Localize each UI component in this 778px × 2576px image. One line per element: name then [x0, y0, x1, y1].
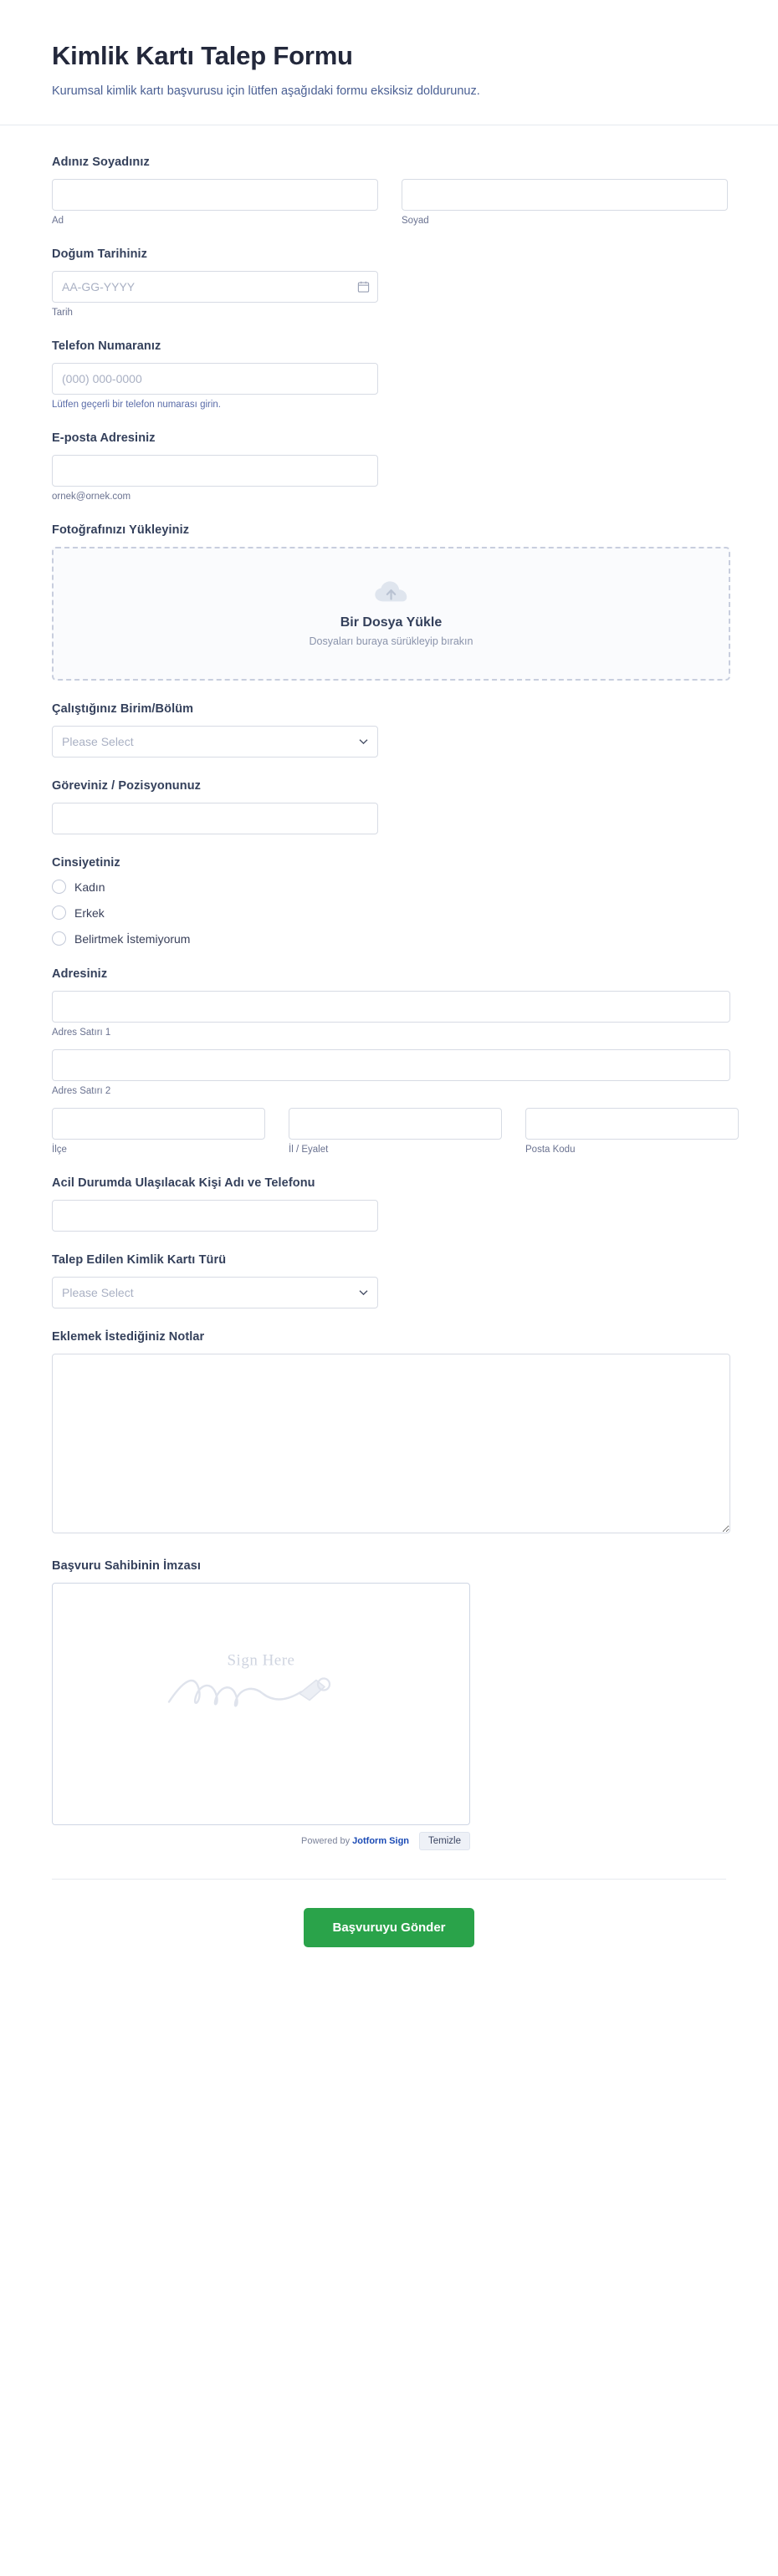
emergency-contact-input[interactable]	[52, 1200, 378, 1232]
card-type-label: Talep Edilen Kimlik Kartı Türü	[52, 1253, 227, 1268]
address-city-sublabel: İlçe	[52, 1145, 67, 1155]
fullname-row	[52, 179, 726, 226]
first-name-input[interactable]	[52, 179, 378, 211]
fullname-label: Adınız Soyadınız	[52, 156, 150, 170]
gender-option-label: Belirtmek İstemiyorum	[74, 931, 191, 946]
gender-option-male[interactable]	[52, 905, 726, 920]
radio-icon	[52, 931, 66, 946]
address-city-state-zip-row	[52, 1108, 726, 1155]
signature-label: Başvuru Sahibinin İmzası	[52, 1559, 202, 1574]
address-line1-sublabel: Adres Satırı 1	[52, 1028, 111, 1038]
gender-label: Cinsiyetiniz	[52, 856, 120, 870]
signature-scribble-icon	[152, 1665, 370, 1724]
field-card-type	[52, 1253, 726, 1308]
address-state-sublabel: İl / Eyalet	[289, 1145, 329, 1155]
address-line2-col	[52, 1049, 726, 1096]
signature-placeholder	[53, 1652, 469, 1728]
form-header	[0, 0, 778, 125]
field-gender	[52, 856, 726, 946]
address-zip-sublabel: Posta Kodu	[525, 1145, 576, 1155]
address-zip-col	[525, 1108, 739, 1155]
powered-by-brand: Jotform Sign	[352, 1836, 410, 1847]
page-title: Kimlik Kartı Talep Formu	[52, 41, 353, 70]
card-type-select-wrap	[52, 1277, 378, 1308]
field-phone	[52, 339, 726, 410]
address-city-input[interactable]	[52, 1108, 265, 1140]
form-body	[0, 125, 778, 1947]
radio-icon	[52, 905, 66, 920]
notes-label: Eklemek İstediğiniz Notlar	[52, 1330, 205, 1344]
signature-hint-text: Sign Here	[227, 1651, 295, 1670]
birthdate-input[interactable]	[52, 271, 378, 303]
field-emergency-contact	[52, 1176, 726, 1232]
position-input[interactable]	[52, 803, 378, 834]
address-line1-input[interactable]	[52, 991, 730, 1023]
radio-icon	[52, 880, 66, 894]
powered-by-prefix: Powered by	[301, 1836, 351, 1847]
department-select[interactable]	[52, 726, 378, 757]
last-name-input[interactable]	[402, 179, 728, 211]
form-footer	[52, 1879, 726, 1947]
last-name-sublabel: Soyad	[402, 216, 429, 227]
powered-by-text	[301, 1836, 409, 1846]
field-photo-upload	[52, 523, 726, 681]
field-signature	[52, 1559, 726, 1850]
cloud-upload-icon	[374, 580, 409, 605]
signature-pad[interactable]	[52, 1583, 470, 1825]
field-position	[52, 779, 726, 834]
address-line2-input[interactable]	[52, 1049, 730, 1081]
gender-option-female[interactable]	[52, 880, 726, 894]
submit-button[interactable]: Başvuruyu Gönder	[304, 1908, 473, 1947]
phone-input[interactable]	[52, 363, 378, 395]
address-city-col	[52, 1108, 265, 1155]
signature-footer	[52, 1832, 470, 1850]
address-state-input[interactable]	[289, 1108, 502, 1140]
field-notes	[52, 1330, 726, 1538]
email-label: E-posta Adresiniz	[52, 431, 156, 446]
notes-textarea[interactable]	[52, 1354, 730, 1533]
card-type-select[interactable]	[52, 1277, 378, 1308]
email-sublabel: ornek@ornek.com	[52, 492, 131, 502]
department-label: Çalıştığınız Birim/Bölüm	[52, 702, 194, 717]
phone-sublabel: Lütfen geçerli bir telefon numarası girin.	[52, 400, 221, 411]
position-label: Göreviniz / Pozisyonunuz	[52, 779, 202, 793]
photo-upload-label: Fotoğrafınızı Yükleyiniz	[52, 523, 190, 538]
address-zip-input[interactable]	[525, 1108, 739, 1140]
field-email	[52, 431, 726, 502]
upload-subtitle: Dosyaları buraya sürükleyip bırakın	[309, 635, 473, 648]
field-address	[52, 967, 726, 1155]
birthdate-label: Doğum Tarihiniz	[52, 247, 148, 262]
department-select-wrap	[52, 726, 378, 757]
birthdate-sublabel: Tarih	[52, 308, 73, 319]
clear-signature-button[interactable]: Temizle	[419, 1832, 470, 1850]
gender-option-label: Erkek	[74, 905, 105, 920]
field-department	[52, 702, 726, 757]
email-input[interactable]	[52, 455, 378, 487]
gender-option-label: Kadın	[74, 880, 105, 894]
fullname-first-col	[52, 179, 378, 226]
gender-option-unspecified[interactable]	[52, 931, 726, 946]
emergency-contact-label: Acil Durumda Ulaşılacak Kişi Adı ve Telefonu	[52, 1176, 315, 1191]
address-label: Adresiniz	[52, 967, 108, 982]
birthdate-input-wrap	[52, 271, 378, 303]
page-subtitle: Kurumsal kimlik kartı başvurusu için lütfen aşağıdaki formu eksiksiz doldurunuz.	[52, 84, 480, 99]
address-state-col	[289, 1108, 502, 1155]
field-birthdate	[52, 247, 726, 318]
file-upload-dropzone[interactable]	[52, 547, 730, 681]
phone-label: Telefon Numaranız	[52, 339, 161, 354]
fullname-last-col	[402, 179, 728, 226]
field-fullname	[52, 156, 726, 226]
upload-title: Bir Dosya Yükle	[340, 615, 443, 630]
first-name-sublabel: Ad	[52, 216, 64, 227]
address-line2-sublabel: Adres Satırı 2	[52, 1086, 111, 1097]
address-line1-col	[52, 991, 726, 1038]
